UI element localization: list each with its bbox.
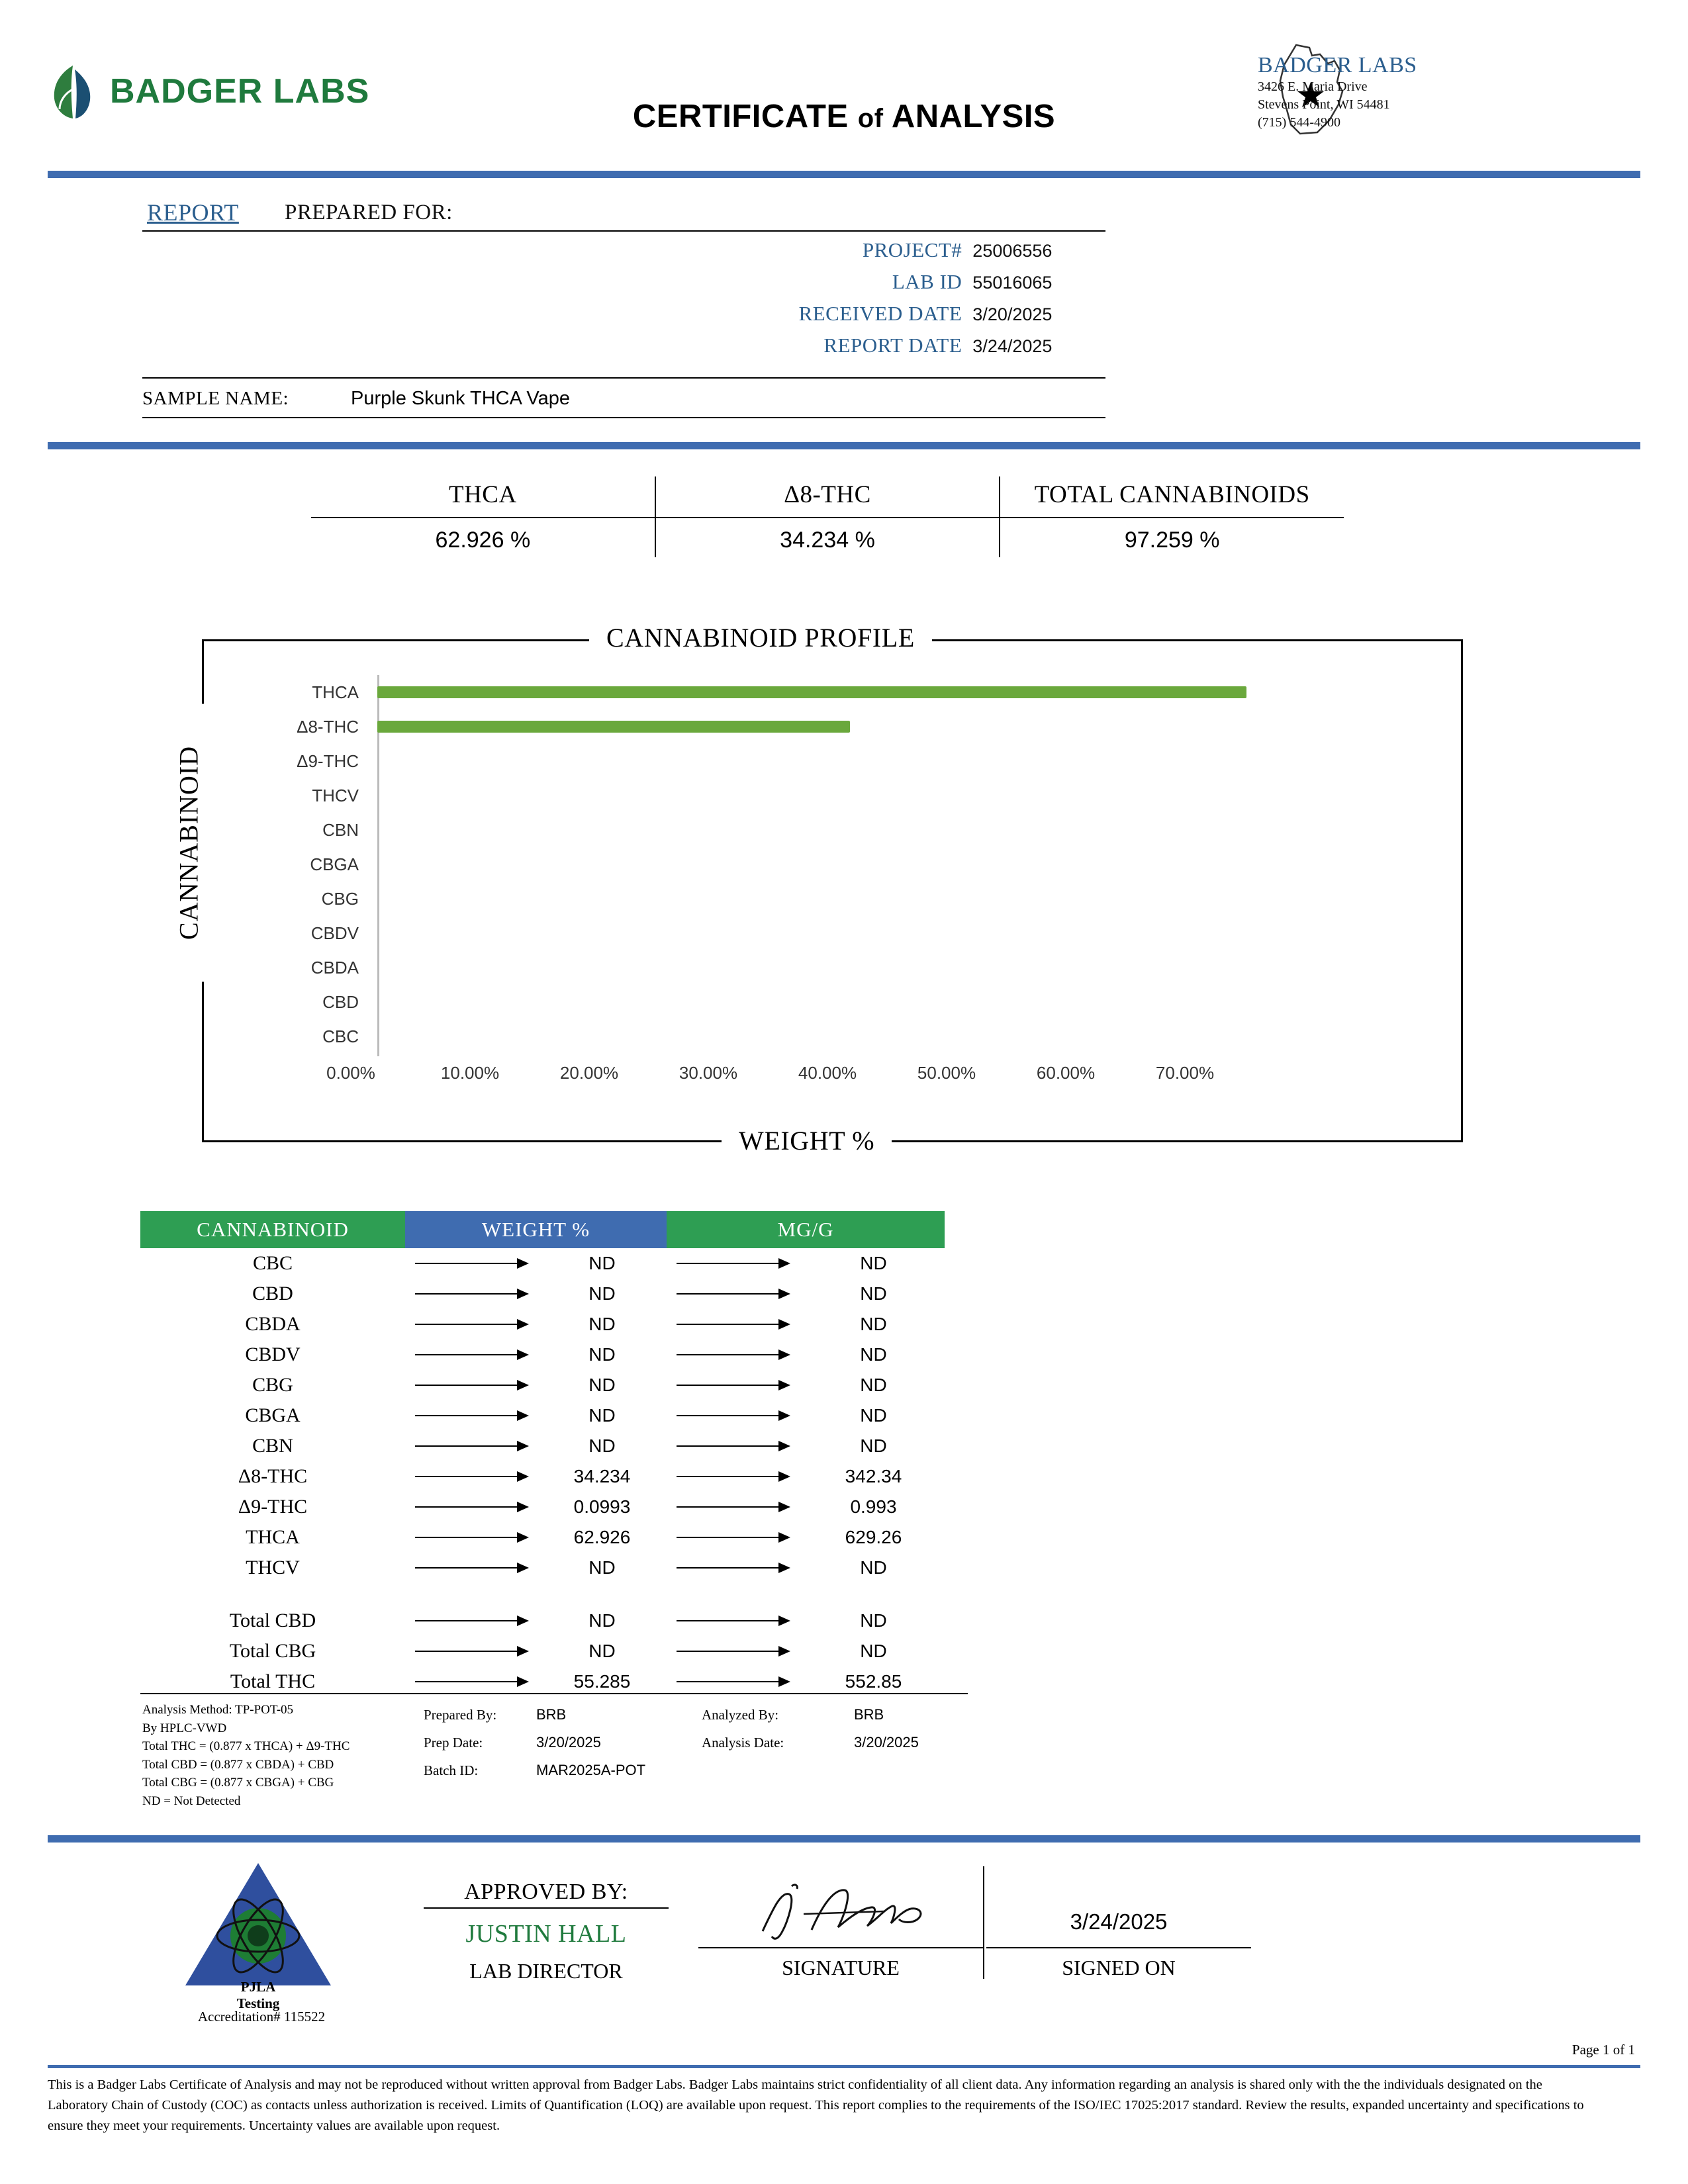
mgg-value: ND	[860, 1283, 887, 1304]
divider-mid	[48, 442, 1640, 449]
analysis-info	[702, 1701, 919, 1756]
chart-bar-row	[377, 882, 1417, 916]
weight-value: ND	[588, 1557, 616, 1578]
table-row	[140, 1400, 968, 1431]
meta-value: 3/20/2025	[972, 304, 1053, 324]
arrow-icon	[405, 1651, 538, 1652]
arrow-icon	[405, 1506, 538, 1508]
divider-signed-on	[986, 1947, 1251, 1948]
sample-name-value: Purple Skunk THCA Vape	[351, 388, 570, 409]
divider-sample	[142, 417, 1105, 418]
meta-key: REPORT DATE	[823, 334, 962, 357]
analyte-name: Δ8-THC	[238, 1465, 308, 1487]
prepared-by-value: BRB	[536, 1706, 567, 1723]
weight-value: ND	[588, 1375, 616, 1395]
summary-value-d8thc: 34.234 %	[655, 518, 1000, 557]
chart-bar-row	[377, 950, 1417, 985]
chart-bar	[377, 721, 850, 733]
chart-bar-row	[377, 744, 1417, 778]
arrow-icon	[405, 1293, 538, 1295]
summary-header-d8thc: Δ8-THC	[655, 477, 1000, 517]
method-line: Total THC = (0.877 x THCA) + Δ9-THC	[142, 1739, 350, 1754]
address-line-2: Stevens Point, WI 54481	[1258, 97, 1390, 112]
signature-image	[755, 1880, 940, 1946]
analyte-name: CBD	[252, 1283, 293, 1304]
chart-x-tick: 10.00%	[440, 1063, 500, 1083]
summary-header-row	[311, 477, 1344, 518]
mgg-value: ND	[860, 1557, 887, 1578]
analysis-date-value: 3/20/2025	[854, 1733, 919, 1751]
weight-value: ND	[588, 1610, 616, 1631]
weight-value: 55.285	[573, 1671, 631, 1692]
weight-value: ND	[588, 1641, 616, 1661]
chart-y-axis-label: CANNABINOID	[167, 704, 211, 982]
weight-value: ND	[588, 1283, 616, 1304]
weight-value: ND	[588, 1314, 616, 1334]
prepared-for-label: PREPARED FOR:	[285, 201, 453, 224]
chart-x-ticks	[291, 1063, 1244, 1083]
analyte-name: THCV	[246, 1557, 300, 1578]
analyte-name: CBN	[252, 1435, 293, 1457]
chart-x-tick: 40.00%	[798, 1063, 857, 1083]
pjla-accreditation-icon	[175, 1856, 341, 1999]
chart-category-label: Δ8-THC	[297, 717, 359, 737]
mgg-value: ND	[860, 1641, 887, 1661]
chart-x-tick: 50.00%	[917, 1063, 976, 1083]
chart-category-labels	[218, 675, 371, 1054]
summary-value-total: 97.259 %	[999, 518, 1344, 557]
analysis-date-row	[702, 1729, 919, 1756]
title-end: ANALYSIS	[891, 99, 1056, 134]
page-header	[0, 0, 1688, 179]
meta-row	[695, 334, 1105, 365]
arrow-icon	[667, 1293, 799, 1295]
method-line: By HPLC-VWD	[142, 1721, 227, 1735]
chart-title: CANNABINOID PROFILE	[589, 622, 932, 653]
arrow-icon	[667, 1324, 799, 1325]
table-row	[140, 1606, 968, 1636]
analyte-name: THCA	[246, 1526, 300, 1548]
address-name: BADGER LABS	[1258, 53, 1417, 77]
signature-label: SIGNATURE	[782, 1956, 900, 1979]
arrow-icon	[405, 1445, 538, 1447]
badger-labs-logo	[48, 63, 369, 120]
divider-approved-by	[424, 1907, 669, 1909]
chart-category-label: Δ9-THC	[297, 751, 359, 771]
sample-name-label: SAMPLE NAME:	[142, 388, 289, 409]
title-of: of	[857, 104, 884, 133]
arrow-icon	[667, 1681, 799, 1682]
weight-value: ND	[588, 1405, 616, 1426]
arrow-icon	[405, 1263, 538, 1264]
meta-key: RECEIVED DATE	[798, 302, 962, 325]
table-row	[140, 1370, 968, 1400]
lab-address	[1258, 53, 1642, 132]
analyzed-by-row	[702, 1701, 919, 1729]
pjla-name: PJLA	[240, 1979, 276, 1995]
chart-x-tick: 0.00%	[326, 1063, 375, 1083]
mgg-value: 552.85	[845, 1671, 902, 1692]
disclaimer-text: This is a Badger Labs Certificate of Analysis and may not be reproduced without written approval from Badger Labs. Badger Labs maintains strict confidentiality of all client data. Any information regarding an analysis is shared only with the the individuals designated on the Laboratory Chain of Custody (COC) as contacts unless authorization is received. Limits of Quantification (LOQ) are available upon request. This report complies to the requirements of the ISO/IEC 17025:2017 standard. Review the results, expanded uncertainty and specifications to ensure they meet your requirements. Uncertainty values are available upon request.	[48, 2077, 1584, 2133]
prep-date-label: Prep Date:	[424, 1734, 483, 1751]
analyte-name: Δ9-THC	[238, 1496, 308, 1518]
table-row	[140, 1248, 968, 1279]
chart-category-label: THCA	[312, 682, 359, 702]
chart-plot-area	[377, 675, 1417, 1052]
meta-value: 55016065	[972, 273, 1053, 293]
results-header-cannabinoid: CANNABINOID	[140, 1211, 405, 1248]
table-row	[140, 1461, 968, 1492]
arrow-icon	[667, 1651, 799, 1652]
arrow-icon	[405, 1354, 538, 1355]
results-header-weight: WEIGHT %	[405, 1211, 667, 1248]
meta-row	[695, 302, 1105, 334]
table-row	[140, 1279, 968, 1309]
arrow-icon	[667, 1415, 799, 1416]
analyte-name: CBGA	[245, 1404, 301, 1426]
chart-category-label: THCV	[312, 786, 359, 805]
arrow-icon	[405, 1324, 538, 1325]
prepared-by-label: Prepared By:	[424, 1707, 497, 1723]
analysis-date-label: Analysis Date:	[702, 1734, 784, 1751]
mgg-value: ND	[860, 1610, 887, 1631]
leaf-icon	[48, 63, 98, 120]
divider-report-bottom	[142, 377, 1105, 379]
chart-x-axis-label: WEIGHT %	[722, 1125, 892, 1156]
arrow-icon	[405, 1567, 538, 1569]
arrow-icon	[667, 1620, 799, 1621]
divider-footer	[48, 1835, 1640, 1843]
approved-by-label: APPROVED BY:	[464, 1880, 628, 1904]
arrow-icon	[667, 1445, 799, 1447]
weight-value: 62.926	[573, 1527, 631, 1547]
results-header-row	[140, 1211, 968, 1248]
meta-value: 3/24/2025	[972, 336, 1053, 356]
signed-on-date: 3/24/2025	[1070, 1909, 1168, 1934]
analyzed-by-value: BRB	[854, 1706, 884, 1723]
arrow-icon	[667, 1567, 799, 1569]
chart-bar-row	[377, 985, 1417, 1019]
arrow-icon	[667, 1537, 799, 1538]
arrow-icon	[667, 1263, 799, 1264]
total-name: Total CBD	[229, 1610, 316, 1631]
results-table	[140, 1211, 968, 1697]
summary-table	[311, 477, 1344, 557]
chart-category-label: CBG	[321, 889, 359, 909]
chart-category-label: CBDA	[310, 958, 359, 978]
analyte-name: CBDV	[245, 1343, 301, 1365]
total-name: Total THC	[230, 1670, 316, 1692]
method-line: Analysis Method: TP-POT-05	[142, 1703, 294, 1717]
chart-category-label: CBGA	[310, 854, 359, 874]
chart-category-label: CBDV	[310, 923, 359, 943]
table-row	[140, 1553, 968, 1583]
chart-bar-row	[377, 847, 1417, 882]
mgg-value: ND	[860, 1314, 887, 1334]
chart-x-tick: 20.00%	[559, 1063, 619, 1083]
mgg-value: 629.26	[845, 1527, 902, 1547]
chart-x-tick: 60.00%	[1036, 1063, 1096, 1083]
weight-value: ND	[588, 1253, 616, 1273]
title-main: CERTIFICATE	[632, 99, 849, 134]
analyte-name: CBDA	[245, 1313, 301, 1335]
results-header-mgg: MG/G	[667, 1211, 945, 1248]
batch-id-value: MAR2025A-POT	[536, 1761, 646, 1778]
divider-results-bottom	[140, 1693, 968, 1694]
weight-value: ND	[588, 1344, 616, 1365]
method-line: Total CBD = (0.877 x CBDA) + CBD	[142, 1757, 334, 1772]
signed-on-label: SIGNED ON	[1062, 1956, 1176, 1979]
chart-bar	[377, 686, 1246, 698]
meta-key: LAB ID	[892, 270, 962, 293]
chart-category-label: CBD	[322, 992, 359, 1012]
chart-category-label: CBC	[322, 1026, 359, 1046]
mgg-value: ND	[860, 1435, 887, 1456]
divider-top	[48, 171, 1640, 178]
prep-date-row	[424, 1729, 645, 1756]
meta-value: 25006556	[972, 241, 1053, 261]
chart-x-tick: 70.00%	[1155, 1063, 1215, 1083]
arrow-icon	[667, 1385, 799, 1386]
chart-bar-row	[377, 916, 1417, 950]
chart-bar-row	[377, 778, 1417, 813]
meta-row	[695, 238, 1105, 270]
address-line-1: 3426 E. Maria Drive	[1258, 79, 1368, 94]
mgg-value: ND	[860, 1375, 887, 1395]
divider-signature	[698, 1947, 983, 1948]
chart-bar-row	[377, 1019, 1417, 1054]
arrow-icon	[405, 1385, 538, 1386]
method-notes	[142, 1701, 350, 1810]
weight-value: 0.0993	[573, 1496, 631, 1517]
total-name: Total CBG	[229, 1640, 316, 1662]
pjla-label	[142, 1979, 374, 2012]
arrow-icon	[667, 1354, 799, 1355]
arrow-icon	[405, 1476, 538, 1477]
arrow-icon	[405, 1415, 538, 1416]
lab-director-title: LAB DIRECTOR	[469, 1959, 623, 1983]
analyte-name: CBG	[252, 1374, 293, 1396]
logo-text: BADGER LABS	[110, 72, 370, 111]
chart-bar-row	[377, 813, 1417, 847]
divider-bottom	[48, 2065, 1640, 2068]
arrow-icon	[405, 1681, 538, 1682]
table-spacer	[140, 1583, 968, 1606]
summary-value-thca: 62.926 %	[435, 527, 531, 553]
method-line: ND = Not Detected	[142, 1794, 241, 1808]
summary-value-row	[311, 518, 1344, 557]
weight-value: 34.234	[573, 1466, 631, 1486]
prep-date-value: 3/20/2025	[536, 1733, 601, 1751]
arrow-icon	[405, 1537, 538, 1538]
mgg-value: ND	[860, 1405, 887, 1426]
accreditation-number: Accreditation# 115522	[197, 2009, 326, 2025]
address-phone: (715) 544-4900	[1258, 115, 1340, 130]
pjla-sub: Testing	[236, 1995, 280, 2011]
meta-row	[695, 270, 1105, 302]
arrow-icon	[405, 1620, 538, 1621]
meta-key: PROJECT#	[862, 238, 962, 261]
divider-report-top	[142, 230, 1105, 232]
mgg-value: 342.34	[845, 1466, 902, 1486]
analyzed-by-label: Analyzed By:	[702, 1707, 779, 1723]
page-number: Page 1 of 1	[1571, 2042, 1635, 2058]
weight-value: ND	[588, 1435, 616, 1456]
chart-x-tick: 30.00%	[679, 1063, 738, 1083]
table-row	[140, 1492, 968, 1522]
analyte-name: CBC	[252, 1252, 293, 1274]
arrow-icon	[667, 1476, 799, 1477]
summary-header-thca: THCA	[448, 481, 517, 508]
arrow-icon	[667, 1506, 799, 1508]
batch-id-label: Batch ID:	[424, 1762, 479, 1778]
chart-bar-row	[377, 675, 1417, 709]
table-row	[140, 1340, 968, 1370]
table-row	[140, 1522, 968, 1553]
table-row	[140, 1431, 968, 1461]
batch-id-row	[424, 1756, 645, 1784]
prepared-by-row	[424, 1701, 645, 1729]
mgg-value: ND	[860, 1344, 887, 1365]
lab-director-name: JUSTIN HALL	[465, 1920, 627, 1948]
chart-bar-row	[377, 709, 1417, 744]
table-row	[140, 1636, 968, 1666]
method-line: Total CBG = (0.877 x CBGA) + CBG	[142, 1776, 334, 1790]
prep-info	[424, 1701, 645, 1784]
table-row	[140, 1309, 968, 1340]
report-meta-list	[695, 238, 1105, 365]
summary-header-total: TOTAL CANNABINOIDS	[999, 477, 1344, 517]
chart-category-label: CBN	[322, 820, 359, 840]
page-title	[510, 98, 1178, 135]
mgg-value: 0.993	[850, 1496, 897, 1517]
divider-vertical	[983, 1866, 984, 1979]
mgg-value: ND	[860, 1253, 887, 1273]
report-heading: REPORT	[147, 199, 239, 226]
